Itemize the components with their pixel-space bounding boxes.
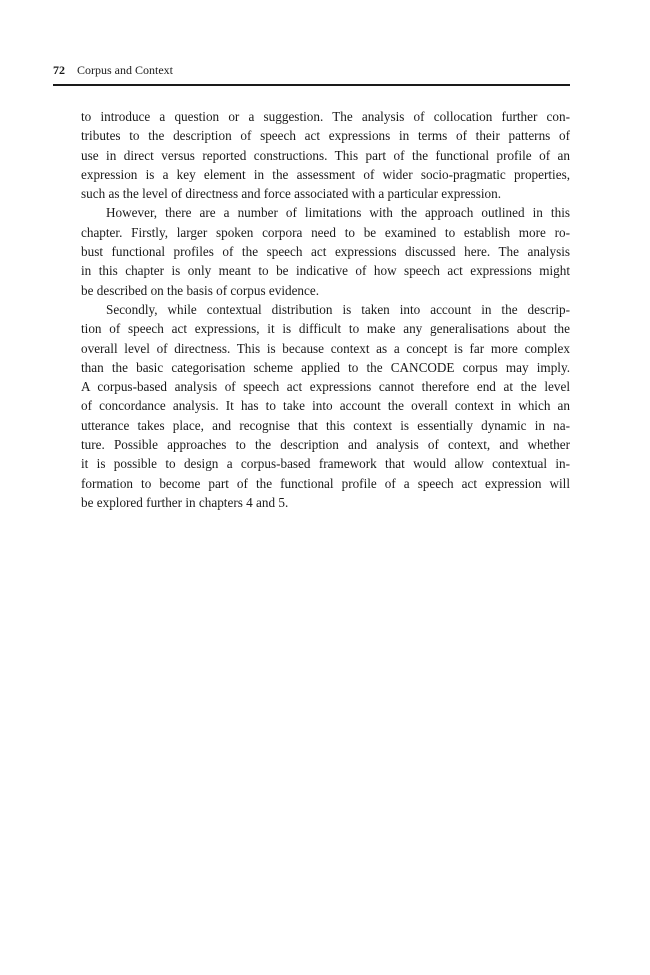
text-line: of concordance analysis. It has to take into account the overall context in which an (81, 398, 570, 414)
text-line: However, there are a number of limitations with the approach outlined in this (106, 205, 570, 221)
text-line: tion of speech act expressions, it is difficult to make any generalisations about the (81, 321, 570, 337)
text-line: to introduce a question or a suggestion. The analysis of collocation further con- (81, 109, 570, 124)
text-line: in this chapter is only meant to be indicative of how speech act expressions might (81, 263, 570, 279)
body-text (81, 107, 570, 512)
text-line: A corpus-based analysis of speech act expressions cannot therefore end at the level (81, 379, 570, 395)
text-line: use in direct versus reported constructions. This part of the functional profile of an (81, 147, 570, 163)
text-line: formation to become part of the functional profile of a speech act expression will (81, 475, 570, 491)
text-line: than the basic categorisation scheme applied to the CANCODE corpus may imply. (81, 359, 570, 375)
text-line: such as the level of directness and force associated with a particular expression. (81, 186, 502, 202)
text-line: tributes to the description of speech act expressions in terms of their patterns of (81, 128, 570, 144)
text-line: be described on the basis of corpus evidence. (81, 282, 320, 298)
header-rule (53, 84, 570, 86)
text-line: ture. Possible approaches to the description and analysis of context, and whether (81, 437, 570, 453)
text-line: expression is a key element in the assessment of wider socio-pragmatic properties, (81, 166, 570, 182)
text-line: bust functional profiles of the speech act expressions discussed here. The analysis (81, 244, 570, 260)
text-line: utterance takes place, and recognise that this context is essentially dynamic in na- (81, 417, 570, 433)
text-line: Secondly, while contextual distribution is taken into account in the descrip- (106, 301, 570, 317)
running-title: Corpus and Context (77, 63, 173, 77)
text-line: it is possible to design a corpus-based framework that would allow contextual in- (81, 456, 570, 472)
text-line: overall level of directness. This is because context as a concept is far more complex (81, 340, 570, 356)
text-line: be explored further in chapters 4 and 5. (81, 494, 289, 510)
text-line: chapter. Firstly, larger spoken corpora need to be examined to establish more ro- (81, 224, 570, 240)
page-number: 72 (53, 63, 65, 77)
paragraph-3 (81, 300, 570, 512)
running-head (53, 62, 569, 78)
paragraph-1 (81, 107, 570, 203)
paragraph-2 (81, 203, 570, 299)
